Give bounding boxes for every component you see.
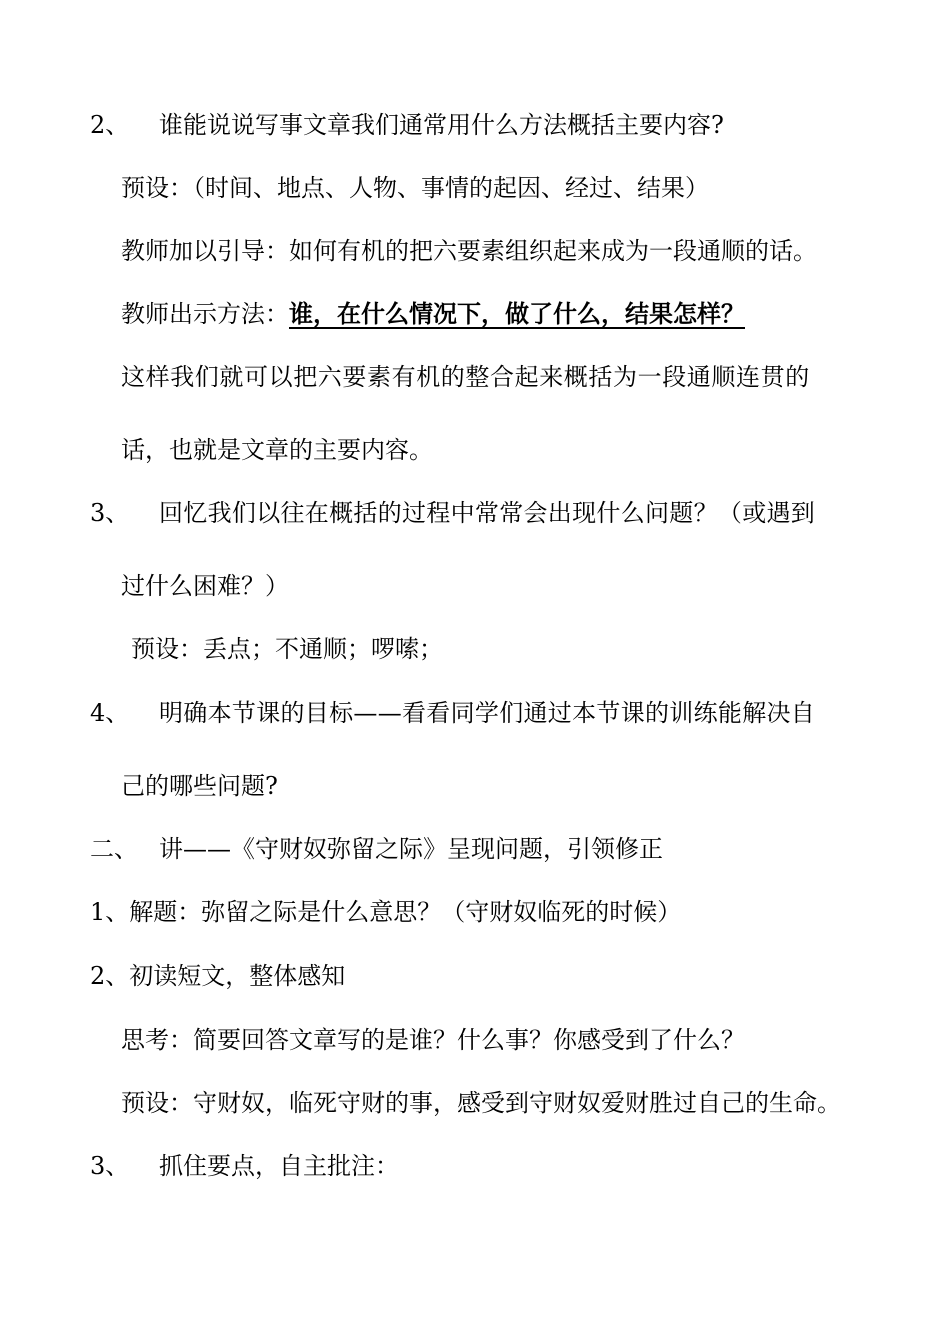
item-3-number: 3、 xyxy=(90,499,130,527)
sub-2-think: 思考：简要回答文章写的是谁？什么事？你感受到了什么？ xyxy=(121,1026,745,1054)
item-4-line-1: 明确本节课的目标——看看同学们通过本节课的训练能解决自 xyxy=(159,699,816,727)
item-2-method-label: 教师出示方法： xyxy=(121,300,289,328)
item-2-paragraph-line-1: 这样我们就可以把六要素有机的整合起来概括为一段通顺连贯的 xyxy=(121,363,810,391)
item-2-paragraph-line-2: 话，也就是文章的主要内容。 xyxy=(121,436,433,464)
item-3-preset: 预设：丢点；不通顺；啰嗦； xyxy=(131,635,443,663)
sub-2-preset: 预设：守财奴，临死守财的事，感受到守财奴爱财胜过自己的生命。 xyxy=(121,1089,841,1117)
item-2-number: 2、 xyxy=(90,111,130,139)
section-2-number: 二、 xyxy=(90,835,138,863)
item-3-line-2: 过什么困难？） xyxy=(121,572,289,600)
item-3-line-1: 回忆我们以往在概括的过程中常常会出现什么问题？（或遇到 xyxy=(159,499,816,527)
section-2-title: 讲——《守财奴弥留之际》呈现问题，引领修正 xyxy=(159,835,663,863)
sub-3-number: 3、 xyxy=(90,1152,130,1180)
item-2-preset: 预设：（时间、地点、人物、事情的起因、经过、结果） xyxy=(121,174,709,202)
item-4-line-2: 己的哪些问题? xyxy=(121,772,278,800)
sub-1-explain-title: 1、解题：弥留之际是什么意思？（守财奴临死的时候） xyxy=(90,898,682,926)
sub-2-title: 2、初读短文，整体感知 xyxy=(90,962,346,990)
item-2-method-line xyxy=(121,298,745,330)
item-2-method-emphasis: 谁，在什么情况下，做了什么，结果怎样？ xyxy=(289,299,745,328)
item-4-number: 4、 xyxy=(90,699,130,727)
item-2-teacher-guide: 教师加以引导：如何有机的把六要素组织起来成为一段通顺的话。 xyxy=(121,237,817,265)
item-2-question: 谁能说说写事文章我们通常用什么方法概括主要内容? xyxy=(159,111,724,139)
sub-3-text: 抓住要点，自主批注： xyxy=(159,1152,399,1180)
